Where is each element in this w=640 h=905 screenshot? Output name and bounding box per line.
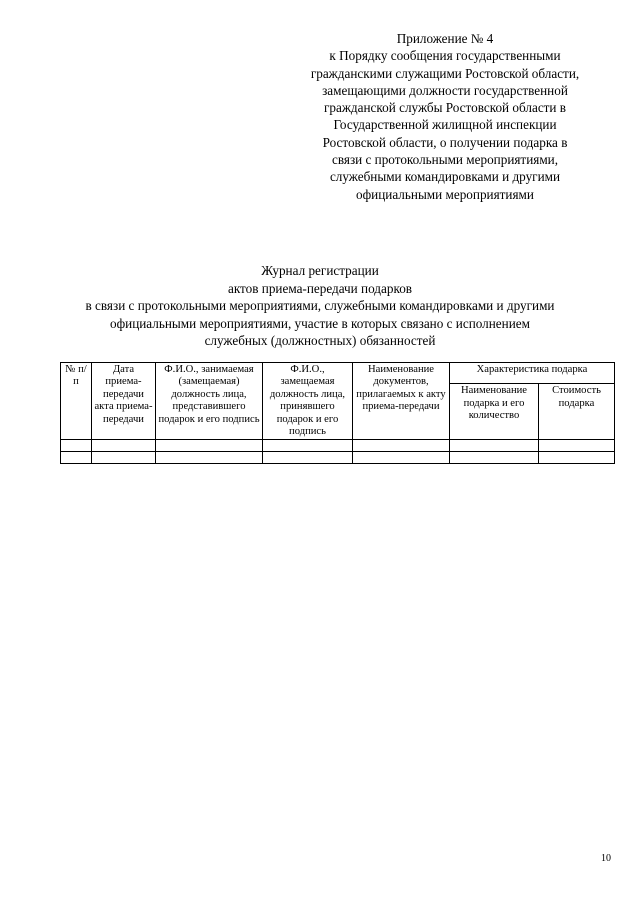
table-cell[interactable]	[353, 452, 450, 464]
title-line: официальными мероприятиями, участие в которых связано с исполнением	[110, 315, 530, 331]
table-cell[interactable]	[263, 452, 353, 464]
appendix-line: Приложение № 4	[396, 31, 494, 46]
appendix-line: гражданскими служащими Ростовской области,	[310, 65, 580, 81]
header-date: Дата приема-передачи акта приема-передачи	[92, 363, 156, 440]
table-cell[interactable]	[92, 440, 156, 452]
appendix-line: гражданской службы Ростовской области в	[323, 100, 567, 116]
header-gift-name: Наименование подарка и его количество	[450, 384, 539, 440]
table-row	[61, 452, 615, 464]
appendix-line: служебными командировками и другими	[329, 169, 561, 185]
table-cell[interactable]	[450, 440, 539, 452]
table-cell[interactable]	[539, 452, 615, 464]
table-cell[interactable]	[61, 440, 92, 452]
page-number: 10	[601, 853, 611, 864]
header-fio-receiver: Ф.И.О., замещаемая должность лица, принявшего подарок и его подпись	[263, 363, 353, 440]
table-cell[interactable]	[263, 440, 353, 452]
header-documents: Наименование документов, прилагаемых к акту приема-передачи	[353, 363, 450, 440]
header-num: № п/п	[61, 363, 92, 440]
appendix-line: замещающими должности государственной	[322, 82, 568, 98]
header-gift-group: Характеристика подарка	[450, 363, 615, 384]
header-gift-value: Стоимость подарка	[539, 384, 615, 440]
title-line: служебных (должностных) обязанностей	[204, 333, 436, 348]
table-cell[interactable]	[61, 452, 92, 464]
appendix-line: к Порядку сообщения государственными	[329, 48, 561, 64]
table-cell[interactable]	[539, 440, 615, 452]
header-fio-holder: Ф.И.О., занимаемая (замещаемая) должность лица, представившего подарок и его подпись	[156, 363, 263, 440]
appendix-line: Государственной жилищной инспекции	[333, 117, 557, 133]
journal-title	[40, 262, 600, 350]
table-cell[interactable]	[353, 440, 450, 452]
table-cell[interactable]	[92, 452, 156, 464]
appendix-line: связи с протокольными мероприятиями,	[331, 152, 559, 168]
table-cell[interactable]	[156, 440, 263, 452]
title-line: Журнал регистрации	[261, 263, 379, 278]
appendix-line: официальными мероприятиями	[356, 186, 534, 202]
table-cell[interactable]	[156, 452, 263, 464]
table-row	[61, 440, 615, 452]
appendix-line: Ростовской области, о получении подарка в	[322, 134, 568, 150]
title-line: актов приема-передачи подарков	[227, 280, 413, 296]
title-line: в связи с протокольными мероприятиями, служебными командировками и другими	[85, 298, 555, 313]
register-table	[60, 362, 615, 464]
appendix-header	[280, 30, 610, 203]
table-cell[interactable]	[450, 452, 539, 464]
